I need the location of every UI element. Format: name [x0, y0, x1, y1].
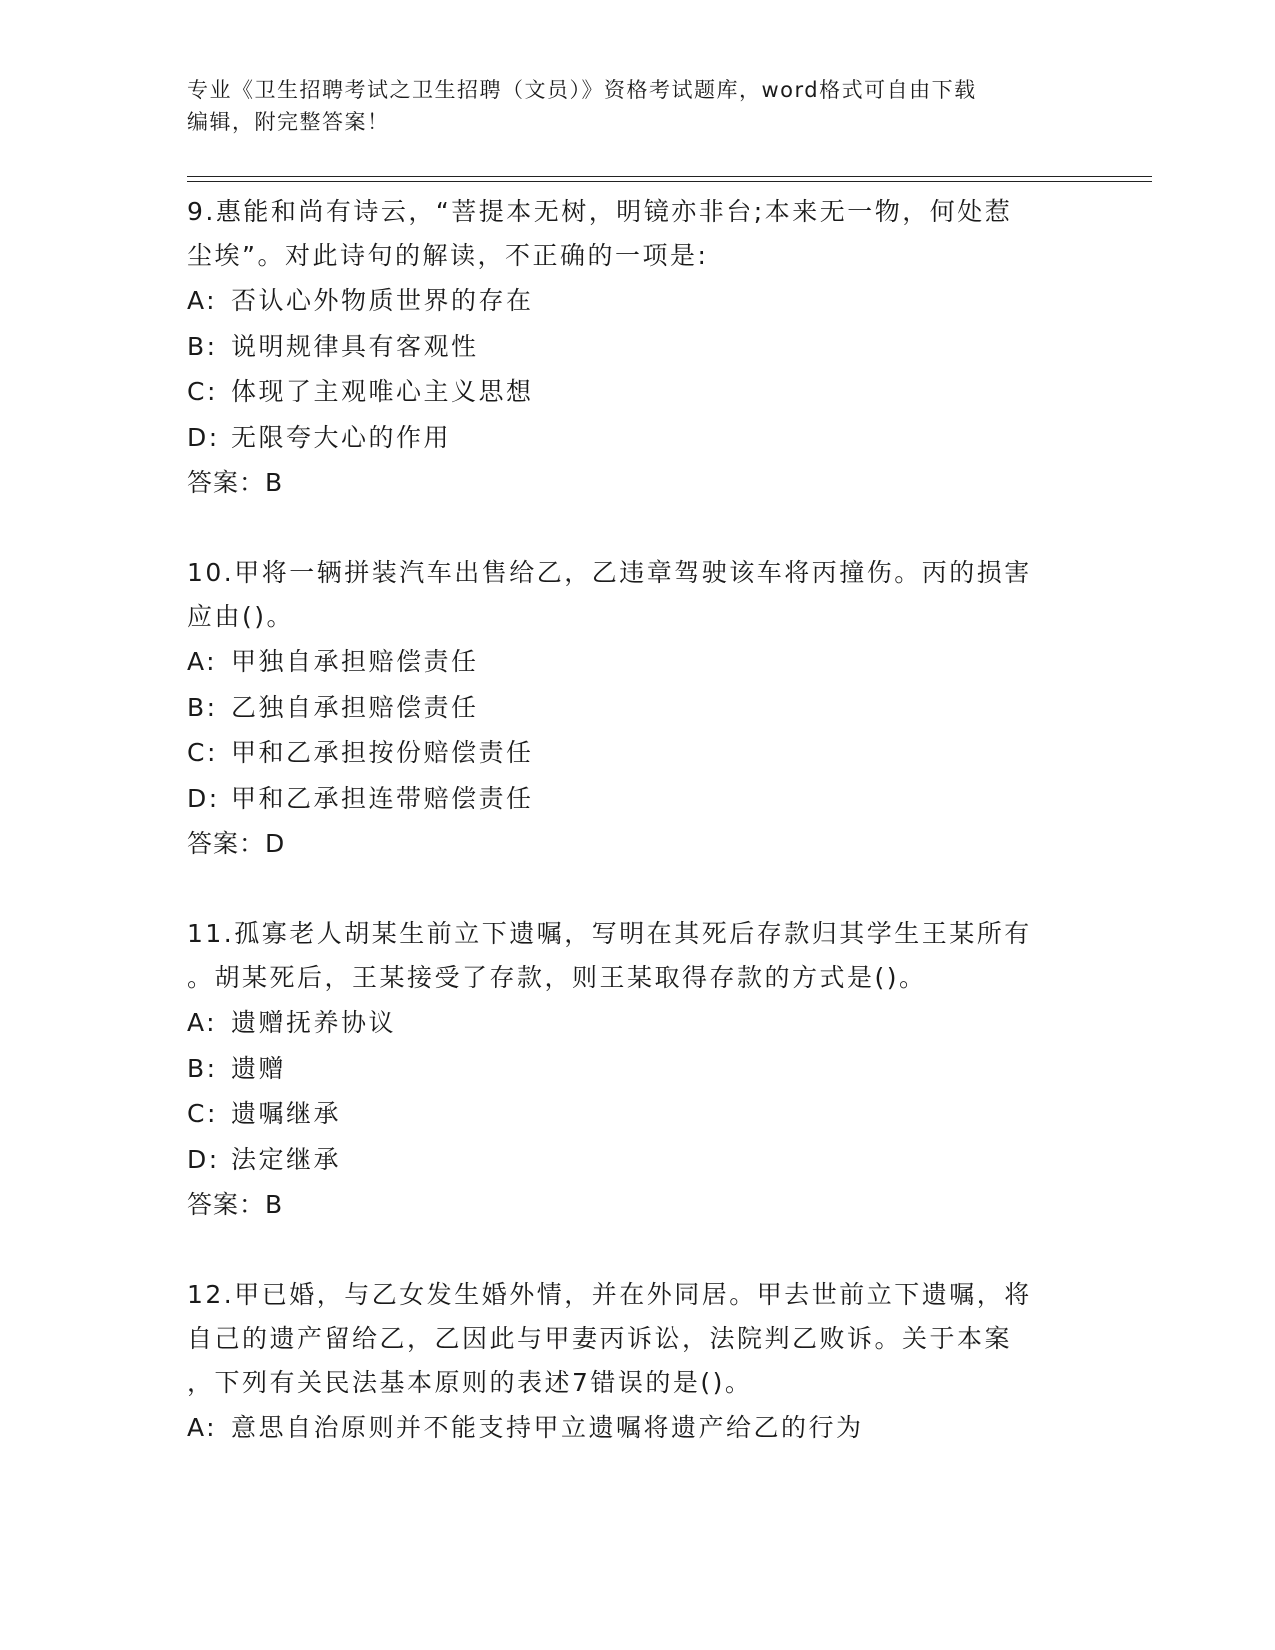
option-letter: A:: [187, 286, 218, 315]
header-line-2: 编辑，附完整答案！: [187, 110, 390, 134]
option-d: [187, 415, 1087, 461]
option-letter: C:: [187, 738, 218, 767]
option-d: [187, 1137, 1087, 1183]
option-text: 甲和乙承担连带赔偿责任: [231, 783, 534, 813]
option-letter: A:: [187, 647, 218, 676]
option-text: 意思自治原则并不能支持甲立遗嘱将遗产给乙的行为: [231, 1413, 864, 1442]
option-text: 说明规律具有客观性: [231, 331, 479, 361]
option-letter: C:: [187, 1099, 218, 1128]
question-stem-line: 应由()。: [187, 602, 295, 631]
option-a: [187, 278, 1087, 324]
option-letter: A:: [187, 1413, 218, 1442]
header-divider-top: [187, 176, 1152, 177]
question-stem-line: 11.孤寡老人胡某生前立下遗嘱，写明在其死后存款归其学生王某所有: [187, 919, 1032, 948]
header-divider-bottom: [187, 181, 1152, 182]
question-stem-line: 自己的遗产留给乙，乙因此与甲妻丙诉讼，法院判乙败诉。关于本案: [187, 1324, 1013, 1353]
question-stem-line: 10.甲将一辆拼装汽车出售给乙，乙违章驾驶该车将丙撞伤。丙的损害: [187, 558, 1032, 587]
option-text: 遗赠: [231, 1053, 287, 1083]
option-text: 甲独自承担赔偿责任: [231, 647, 479, 676]
option-d: [187, 776, 1087, 822]
answer-line: 答案：B: [187, 1190, 284, 1219]
option-letter: D:: [187, 783, 220, 813]
option-text: 无限夸大心的作用: [231, 422, 452, 452]
option-letter: D:: [187, 1144, 220, 1174]
option-text: 遗赠抚养协议: [231, 1008, 397, 1037]
question-12: [187, 1273, 1087, 1451]
question-stem-line: 尘埃”。对此诗句的解读，不正确的一项是:: [187, 241, 709, 270]
question-stem-line: ，下列有关民法基本原则的表述7错误的是()。: [187, 1368, 753, 1397]
option-letter: B:: [187, 331, 218, 361]
question-9: [187, 190, 1087, 505]
option-text: 遗嘱继承: [231, 1099, 342, 1128]
answer-line: 答案：B: [187, 468, 284, 497]
question-10: [187, 551, 1087, 866]
question-list: [187, 190, 1087, 1497]
question-stem-line: 12.甲已婚，与乙女发生婚外情，并在外同居。甲去世前立下遗嘱，将: [187, 1280, 1032, 1309]
option-letter: D:: [187, 422, 220, 452]
option-b: [187, 685, 1087, 731]
option-text: 法定继承: [231, 1144, 342, 1174]
question-stem-line: 。胡某死后，王某接受了存款，则王某取得存款的方式是()。: [187, 963, 927, 992]
option-c: [187, 730, 1087, 776]
option-b: [187, 324, 1087, 370]
option-letter: C:: [187, 377, 218, 406]
option-text: 乙独自承担赔偿责任: [231, 692, 479, 722]
option-letter: A:: [187, 1008, 218, 1037]
answer-line: 答案：D: [187, 829, 286, 858]
option-a: [187, 1000, 1087, 1046]
option-text: 甲和乙承担按份赔偿责任: [231, 738, 534, 767]
option-letter: B:: [187, 692, 218, 722]
option-c: [187, 1091, 1087, 1137]
option-text: 否认心外物质世界的存在: [231, 286, 534, 315]
question-stem-line: 9.惠能和尚有诗云，“菩提本无树，明镜亦非台;本来无一物，何处惹: [187, 197, 1013, 226]
option-letter: B:: [187, 1053, 218, 1083]
option-b: [187, 1046, 1087, 1092]
header-line-1: 专业《卫生招聘考试之卫生招聘（文员）》资格考试题库，word格式可自由下载: [187, 78, 977, 102]
option-text: 体现了主观唯心主义思想: [231, 377, 534, 406]
question-11: [187, 912, 1087, 1227]
option-a: [187, 1405, 1087, 1451]
document-header: [187, 74, 1067, 138]
option-a: [187, 639, 1087, 685]
option-c: [187, 369, 1087, 415]
